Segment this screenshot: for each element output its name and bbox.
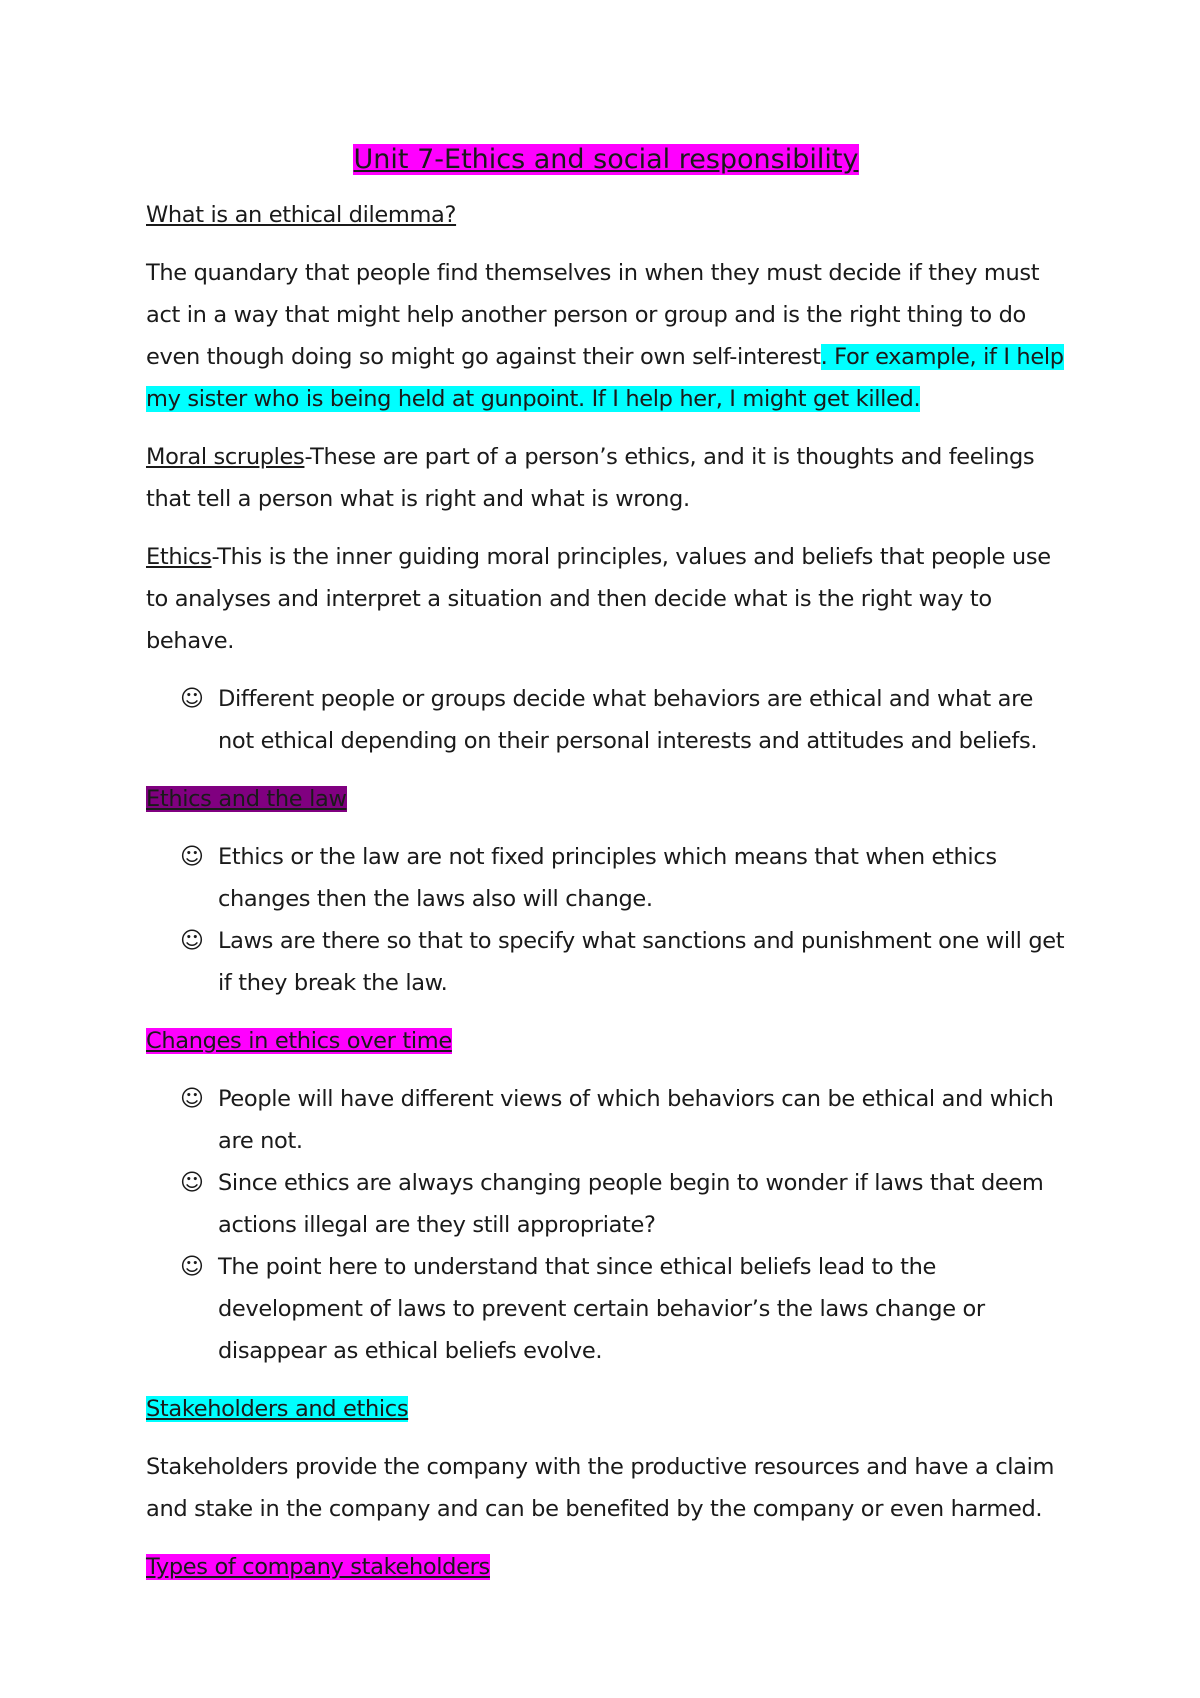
list-item-text: The point here to understand that since ethical beliefs lead to the development of laws to prevent certain behavior’s the laws change or disappear as ethical beliefs evolve. bbox=[218, 1254, 985, 1364]
document-body bbox=[146, 140, 1066, 1604]
types-heading bbox=[146, 1546, 1066, 1588]
law-bullet-list bbox=[146, 836, 1066, 1004]
question-heading bbox=[146, 194, 1066, 236]
list-item-text: Laws are there so that to specify what sanctions and punishment one will get if they break the law. bbox=[218, 928, 1065, 996]
dilemma-example: . For example, if I help my sister who is being held at gunpoint. If I help her, I might get killed. bbox=[146, 344, 1064, 412]
document-title: Unit 7-Ethics and social responsibility bbox=[353, 144, 859, 175]
smiley-icon: ☺ bbox=[180, 1086, 204, 1112]
ethics-term: Ethics bbox=[146, 544, 212, 570]
stakeholders-heading-text: Stakeholders and ethics bbox=[146, 1396, 409, 1422]
types-heading-text: Types of company stakeholders bbox=[146, 1554, 490, 1580]
ethics-text: -This is the inner guiding moral principles, values and beliefs that people use to analyses and interpret a situation and then decide what is the right way to behave. bbox=[146, 544, 1051, 654]
list-item bbox=[180, 920, 1066, 1004]
list-item-text: Ethics or the law are not fixed principles which means that when ethics changes then the laws also will change. bbox=[218, 844, 997, 912]
list-item-text: People will have different views of which behaviors can be ethical and which are not. bbox=[218, 1086, 1054, 1154]
law-heading bbox=[146, 778, 1066, 820]
stakeholders-text: Stakeholders provide the company with the productive resources and have a claim and stake in the company and can be benefited by the company or even harmed. bbox=[146, 1454, 1055, 1522]
stakeholders-heading bbox=[146, 1388, 1066, 1430]
smiley-icon: ☺ bbox=[180, 686, 204, 712]
ethics-bullet-list bbox=[146, 678, 1066, 762]
title-block bbox=[146, 140, 1066, 182]
smiley-icon: ☺ bbox=[180, 928, 204, 954]
dilemma-text: The quandary that people find themselves in when they must decide if they must act in a way that might help another person or group and is the right thing to do even though doing so might go against their own self-interest bbox=[146, 260, 1040, 370]
list-item-text: Different people or groups decide what behaviors are ethical and what are not ethical depending on their personal interests and attitudes and beliefs. bbox=[218, 686, 1038, 754]
list-item bbox=[180, 1162, 1066, 1246]
stakeholders-paragraph bbox=[146, 1446, 1066, 1530]
moral-scruples-text: -These are part of a person’s ethics, and it is thoughts and feelings that tell a person what is right and what is wrong. bbox=[146, 444, 1035, 512]
list-item bbox=[180, 1246, 1066, 1372]
list-item bbox=[180, 678, 1066, 762]
smiley-icon: ☺ bbox=[180, 1254, 204, 1280]
changes-bullet-list bbox=[146, 1078, 1066, 1372]
list-item bbox=[180, 836, 1066, 920]
ethics-paragraph bbox=[146, 536, 1066, 662]
moral-scruples-paragraph bbox=[146, 436, 1066, 520]
list-item-text: Since ethics are always changing people begin to wonder if laws that deem actions illegal are they still appropriate? bbox=[218, 1170, 1044, 1238]
moral-scruples-term: Moral scruples bbox=[146, 444, 305, 470]
smiley-icon: ☺ bbox=[180, 1170, 204, 1196]
changes-heading bbox=[146, 1020, 1066, 1062]
law-heading-text: Ethics and the law bbox=[146, 786, 347, 812]
list-item bbox=[180, 1078, 1066, 1162]
changes-heading-text: Changes in ethics over time bbox=[146, 1028, 452, 1054]
question-heading-text: What is an ethical dilemma? bbox=[146, 202, 457, 228]
dilemma-paragraph bbox=[146, 252, 1066, 420]
smiley-icon: ☺ bbox=[180, 844, 204, 870]
